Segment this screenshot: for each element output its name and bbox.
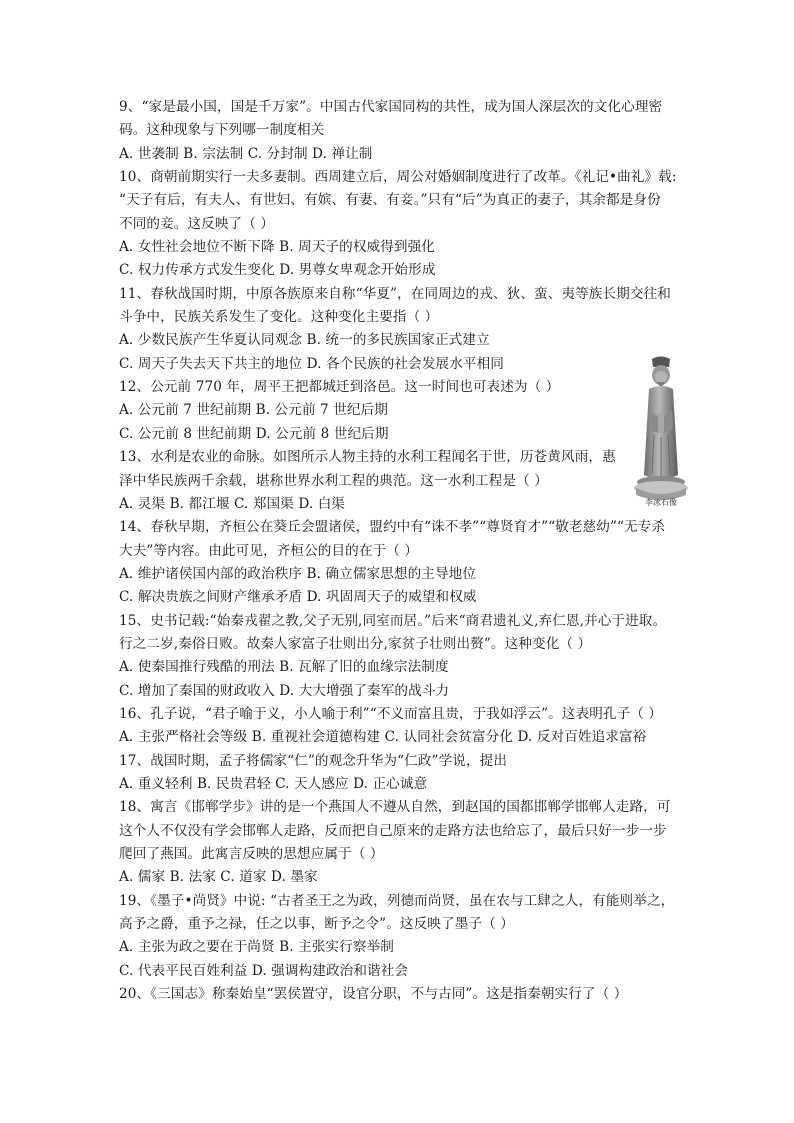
text-line: A. 公元前 7 世纪前期 B. 公元前 7 世纪后期 [119, 402, 389, 419]
text-line: 不同的妾。这反映了（ ） [119, 215, 275, 232]
text-line: C. 增加了秦国的财政收入 D. 大大增强了秦军的战斗力 [119, 682, 450, 699]
text-line: 斗争中，民族关系发生了变化。这种变化主要指（ ） [119, 309, 439, 326]
text-line: 11、春秋战国时期，中原各族原来自称“华夏”，在同周边的戎、狄、蛮、夷等族长期交往和 [119, 285, 671, 302]
text-line: C. 周天子失去天下共主的地位 D. 各个民族的社会发展水平相同 [119, 355, 504, 372]
text-line: 20、《三国志》称秦始皇“罢侯置守，设官分职，不与古同”。这是指秦朝实行了（ ） [119, 986, 628, 1003]
text-line: 16、孔子说，“君子喻于义，小人喻于利”“不义而富且贵，于我如浮云”。这表明孔子（ ） [119, 705, 663, 722]
text-line: 9、“家是最小国，国是千万家”。中国古代家国同构的共性，成为国人深层次的文化心理密 [119, 99, 663, 115]
text-line: 大夫”等内容。由此可见，齐桓公的目的在于（ ） [119, 542, 419, 559]
text-line: A. 少数民族产生华夏认同观念 B. 统一的多民族国家正式建立 [119, 332, 490, 349]
question-text [119, 96, 679, 1006]
text-line: A. 维护诸侯国内部的政治秩序 B. 确立儒家思想的主导地位 [119, 565, 477, 582]
text-line: A. 主张严格社会等级 B. 重视社会道德构建 C. 认同社会贫富分化 D. 反对百姓追求富裕 [119, 729, 647, 746]
li-bing-statue-image [632, 355, 690, 510]
text-line: C. 代表平民百姓利益 D. 强调构建政治和谐社会 [119, 962, 409, 979]
text-line: 17、战国时期，孟子将儒家“仁”的观念升华为“仁政”学说，提出 [119, 752, 508, 769]
text-line: A. 使秦国推行残酷的刑法 B. 瓦解了旧的血缘宗法制度 [119, 659, 449, 676]
figure-caption: 李冰石像 [645, 498, 677, 507]
text-line: A. 女性社会地位不断下降 B. 周天子的权威得到强化 [119, 239, 435, 256]
text-line: 这个人不仅没有学会邯郸人走路，反而把自己原来的走路方法也给忘了，最后只好一步一步 [119, 822, 667, 839]
text-line: 高予之爵，重予之禄，任之以事，断予之令”。这反映了墨子（ ） [119, 916, 514, 933]
text-line: 18、寓言《邯郸学步》讲的是一个燕国人不遵从自然，到赵国的国都邯郸学邯郸人走路，可 [119, 799, 671, 816]
text-line: 12、公元前 770 年，周平王把都城迁到洛邑。这一时间也可表述为（ ） [119, 379, 560, 396]
text-line: A. 重义轻利 B. 民贵君轻 C. 天人感应 D. 正心诚意 [119, 775, 428, 792]
text-line: C. 权力传承方式发生变化 D. 男尊女卑观念开始形成 [119, 262, 436, 279]
text-line: 爬回了燕国。此寓言反映的思想应属于（ ） [119, 846, 384, 862]
text-line: A. 主张为政之要在于尚贤 B. 主张实行察举制 [119, 939, 394, 956]
text-line: 13、水利是农业的命脉。如图所示人物主持的水利工程闻名于世，历苍黄风雨，惠 [119, 449, 616, 466]
text-line: 15、史书记载:“始秦戎翟之教,父子无别,同室而居。”后来“商君遗礼义,弃仁恩,并心于进取。 [119, 612, 667, 629]
text-line: “天子有后，有夫人、有世妇、有嫔、有妻、有妾。”只有“后”为真正的妻子，其余都是身份 [119, 192, 661, 209]
text-line: 泽中华民族两千余载，堪称世界水利工程的典范。这一水利工程是（ ） [119, 472, 548, 489]
text-line: A. 世袭制 B. 宗法制 C. 分封制 D. 禅让制 [119, 145, 373, 162]
text-line: A. 儒家 B. 法家 C. 道家 D. 墨家 [119, 869, 318, 886]
text-line: C. 公元前 8 世纪前期 D. 公元前 8 世纪后期 [119, 425, 389, 442]
text-line: 10、商朝前期实行一夫多妻制。西周建立后，周公对婚姻制度进行了改革。《礼记•曲礼》载: [119, 169, 677, 186]
text-line: 码。这种现象与下列哪一制度相关 [119, 122, 325, 139]
text-line: 14、春秋早期，齐桓公在葵丘会盟诸侯，盟约中有“诛不孝”“尊贤育才”“敬老慈幼”“无专杀 [119, 519, 666, 536]
text-line: 19、《墨子•尚贤》中说: “古者圣王之为政，列德而尚贤，虽在农与工肆之人，有能则举之， [119, 892, 675, 909]
text-line: A. 灵渠 B. 都江堰 C. 郑国渠 D. 白渠 [119, 495, 346, 512]
text-line: 行之二岁,秦俗日败。故秦人家富子壮则出分,家贫子壮则出赘”。这种变化（ ） [119, 635, 592, 652]
text-line: C. 解决贵族之间财产继承矛盾 D. 巩固周天子的威望和权威 [119, 589, 477, 606]
